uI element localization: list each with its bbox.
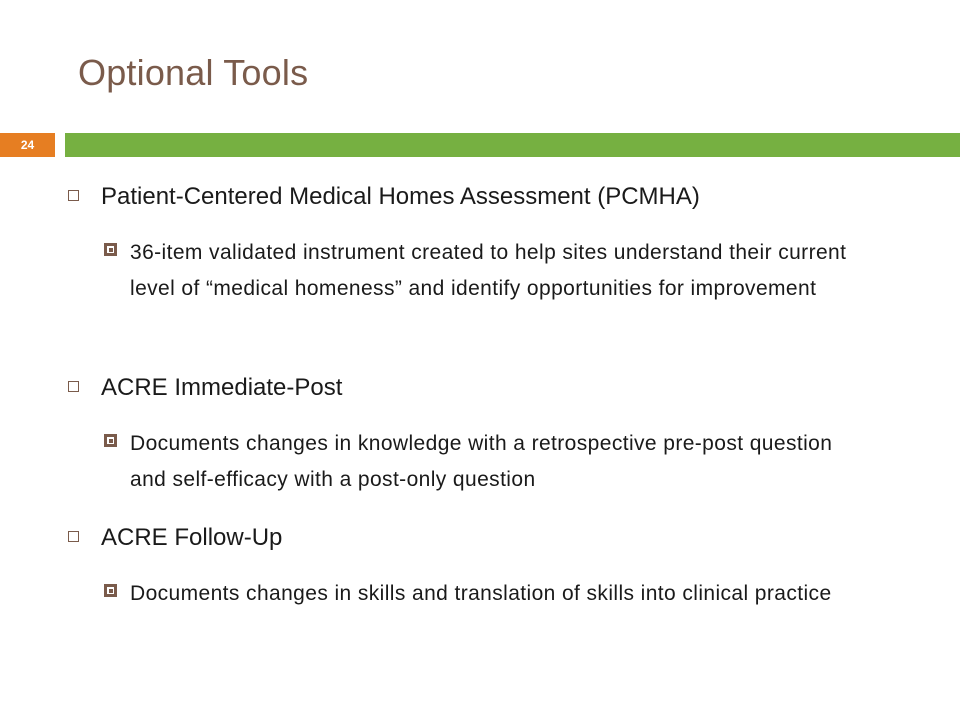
bullet-acre-immediate-post — [68, 371, 928, 405]
sub-bullet-pcmha — [104, 235, 864, 307]
slide-number: 24 — [20, 138, 35, 152]
sub-bullet-acre-immediate-post — [104, 426, 864, 498]
sub-bullet-text: Documents changes in knowledge with a retrospective pre-post question and self-efficacy with a post-only question — [130, 432, 833, 491]
hollow-square-bullet-icon — [68, 531, 79, 542]
sub-bullet-text: Documents changes in skills and translation of skills into clinical practice — [130, 582, 832, 605]
bullet-pcmha — [68, 180, 928, 214]
bullet-text: Patient-Centered Medical Homes Assessment (PCMHA) — [101, 183, 700, 210]
bullet-text: ACRE Immediate-Post — [101, 374, 343, 401]
hollow-square-bullet-icon — [68, 381, 79, 392]
bullet-text: ACRE Follow-Up — [101, 524, 283, 551]
square-bullet-icon — [104, 434, 117, 447]
sub-bullet-acre-follow-up — [104, 576, 864, 612]
sub-bullet-text: 36-item validated instrument created to help sites understand their current level of “medical homeness” and identify opportunities for improvement — [130, 241, 847, 300]
bullet-acre-follow-up — [68, 521, 928, 555]
slide-title: Optional Tools — [78, 52, 309, 93]
square-bullet-icon — [104, 243, 117, 256]
hollow-square-bullet-icon — [68, 190, 79, 201]
square-bullet-icon — [104, 584, 117, 597]
